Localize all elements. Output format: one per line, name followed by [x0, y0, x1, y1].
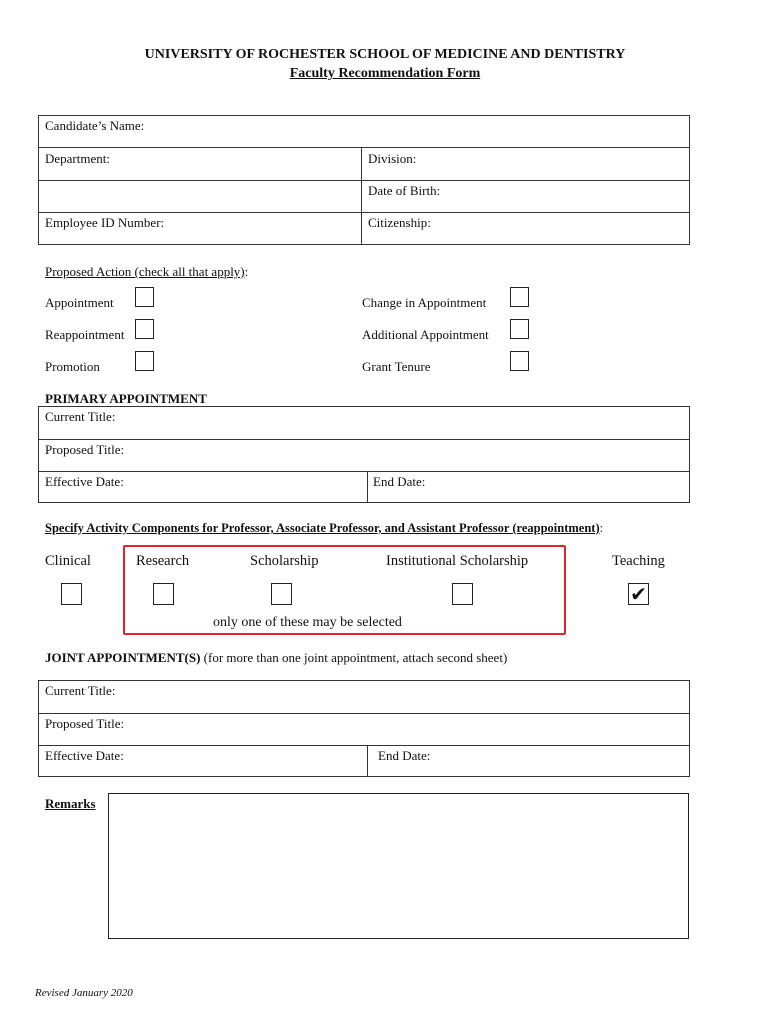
joint-current-title-field[interactable]: Current Title: [45, 683, 116, 698]
remarks-textarea[interactable] [108, 793, 689, 939]
joint-proposed-title-field[interactable]: Proposed Title: [45, 716, 125, 731]
candidate-name-field[interactable]: Candidate’s Name: [45, 118, 145, 133]
primary-appointment-table [38, 406, 690, 503]
joint-end-date-field[interactable]: End Date: [378, 748, 431, 763]
clinical-label: Clinical [45, 553, 91, 569]
grant-tenure-checkbox[interactable] [510, 351, 529, 371]
promotion-label: Promotion [45, 359, 100, 374]
revised-date: Revised January 2020 [35, 987, 133, 999]
employee-id-field[interactable]: Employee ID Number: [45, 215, 165, 230]
citizenship-field[interactable]: Citizenship: [368, 215, 431, 230]
division-field[interactable]: Division: [368, 151, 417, 166]
clinical-checkbox[interactable] [61, 583, 82, 605]
teaching-checkbox[interactable] [628, 583, 649, 605]
teaching-label: Teaching [612, 553, 665, 569]
department-field[interactable]: Department: [45, 151, 110, 166]
additional-appointment-checkbox[interactable] [510, 319, 529, 339]
change-in-appointment-label: Change in Appointment [362, 295, 487, 310]
promotion-checkbox[interactable] [135, 351, 154, 371]
institutional-scholarship-checkbox[interactable] [452, 583, 473, 605]
single-selection-note: only one of these may be selected [213, 615, 402, 630]
additional-appointment-label: Additional Appointment [362, 327, 489, 342]
primary-appointment-heading: PRIMARY APPOINTMENT [45, 391, 207, 406]
activity-heading: Specify Activity Components for Professor, Associate Professor, and Assistant Professor (reappointment): [45, 521, 604, 535]
grant-tenure-label: Grant Tenure [362, 359, 431, 374]
change-in-appointment-checkbox[interactable] [510, 287, 529, 307]
institutional-scholarship-label: Institutional Scholarship [386, 553, 529, 569]
primary-proposed-title-field[interactable]: Proposed Title: [45, 442, 125, 457]
primary-end-date-field[interactable]: End Date: [373, 474, 426, 489]
joint-appointment-table [38, 680, 690, 777]
proposed-action-heading: Proposed Action (check all that apply): [45, 264, 249, 279]
scholarship-label: Scholarship [250, 553, 319, 569]
primary-current-title-field[interactable]: Current Title: [45, 409, 116, 424]
research-label: Research [136, 553, 190, 569]
form-title: Faculty Recommendation Form [289, 66, 481, 81]
checkmark-icon: ✔ [630, 582, 647, 606]
reappointment-label: Reappointment [45, 327, 125, 342]
remarks-label: Remarks [45, 796, 96, 811]
date-of-birth-field[interactable]: Date of Birth: [368, 183, 441, 198]
research-checkbox[interactable] [153, 583, 174, 605]
scholarship-checkbox[interactable] [271, 583, 292, 605]
primary-effective-date-field[interactable]: Effective Date: [45, 474, 124, 489]
reappointment-checkbox[interactable] [135, 319, 154, 339]
joint-appointment-heading: JOINT APPOINTMENT(S) (for more than one joint appointment, attach second sheet) [45, 650, 508, 665]
appointment-label: Appointment [45, 295, 114, 310]
appointment-checkbox[interactable] [135, 287, 154, 307]
institution-title: UNIVERSITY OF ROCHESTER SCHOOL OF MEDICINE AND DENTISTRY [144, 47, 626, 62]
joint-effective-date-field[interactable]: Effective Date: [45, 748, 124, 763]
